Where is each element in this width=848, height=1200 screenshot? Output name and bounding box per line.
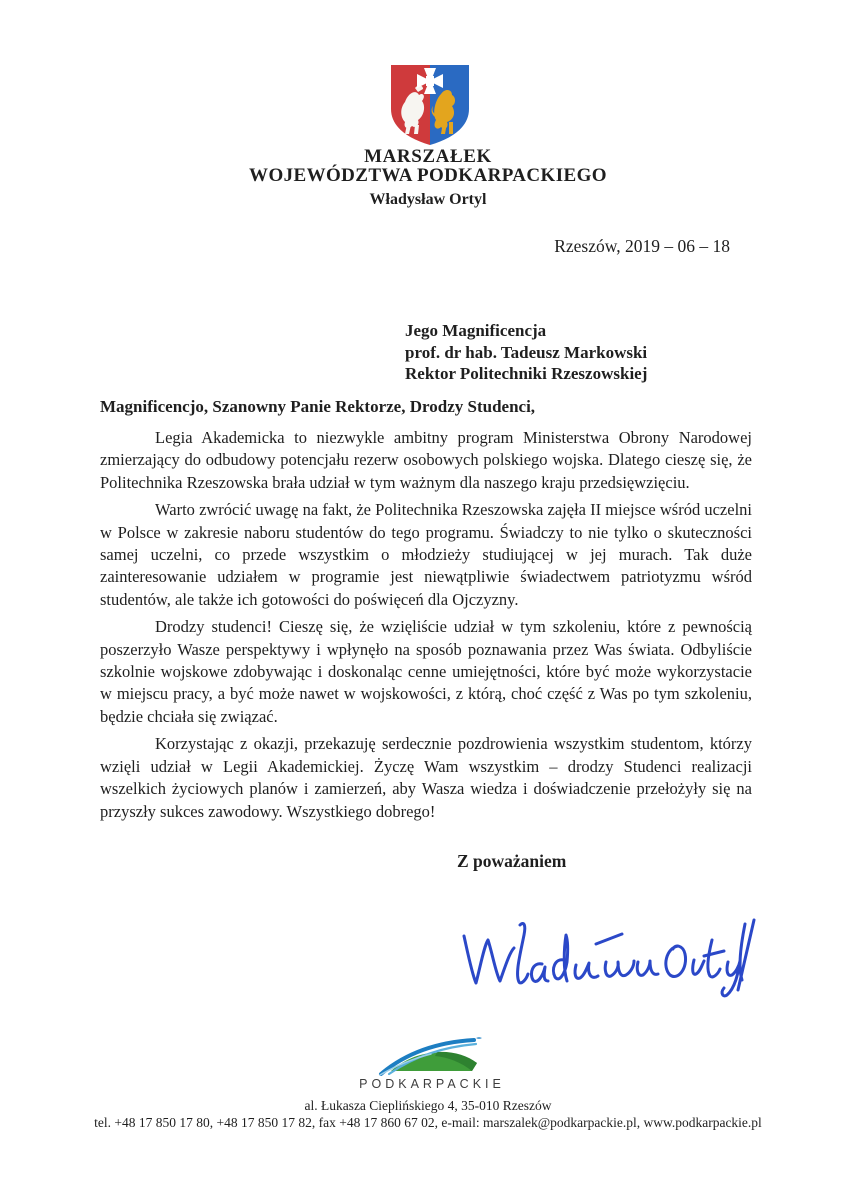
closing-formula: Z poważaniem bbox=[457, 851, 567, 871]
paragraph-4: Korzystając z okazji, przekazuję serdecznie pozdrowienia wszystkim studentom, którzy wzięli udział w Legii Akademickiej. Życzę Wam wszystkim – drodzy Studenci realizacji wszelkich życiowych planów i zamierzeń, aby Wasza wiedza i doświadczenie przełożyły się na przyszły sukces zawodowy. Wszystkiego dobrego! bbox=[100, 734, 752, 821]
paragraph-2: Warto zwrócić uwagę na fakt, że Politechnika Rzeszowska zajęła II miejsce wśród uczelni w Polsce w zakresie naboru studentów do tego programu. Świadczy to nie tylko o skuteczności samej uczelni, co przede wszystkim o młodzieży studiującej w jej murach. Tak duże zainteresowanie udziałem w programie jest niewątpliwie świadectwem patriotyzmu wśród studentów, ale także ich gotowości do poświęceń dla Ojczyzny. bbox=[100, 500, 752, 609]
podkarpackie-coat-of-arms-icon bbox=[385, 62, 475, 148]
footer-contact: tel. +48 17 850 17 80, +48 17 850 17 82, fax +48 17 860 67 02, e-mail: marszalek@podkarpackie.pl, www.podkarpackie.pl bbox=[94, 1115, 762, 1130]
signature-handwriting-icon bbox=[452, 912, 757, 1012]
recipient-block bbox=[405, 320, 647, 385]
footer-address: al. Łukasza Cieplińskiego 4, 35-010 Rzeszów bbox=[304, 1098, 552, 1113]
sender-office-line2: WOJEWÓDZTWA PODKARPACKIEGO bbox=[249, 165, 607, 186]
paragraph-1: Legia Akademicka to niezwykle ambitny program Ministerstwa Obrony Narodowej zmierzający do odbudowy potencjału rezerw osobowych polskiego wojska. Dlatego cieszę się, że Politechnika Rzeszowska brała udział w tym ważnym dla naszego kraju przedsięwzięciu. bbox=[100, 428, 752, 492]
dateline: Rzeszów, 2019 – 06 – 18 bbox=[554, 236, 730, 256]
recipient-title: Rektor Politechniki Rzeszowskiej bbox=[405, 364, 648, 383]
paragraph-3: Drodzy studenci! Cieszę się, że wzięliście udział w tym szkoleniu, które z pewnością poszerzyło Wasze perspektywy i wpłynęło na sposób poznawania przez Was świata. Odbyliście szkolnie wojskowe zdobywając i doskonaląc cenne umiejętności, które być może wykorzystacie w miejscu pracy, a być może nawet w wojskowości, z którą, choć część z Was po tym szkoleniu, będzie chciała się związać. bbox=[100, 617, 752, 726]
sender-name: Władysław Ortyl bbox=[369, 191, 487, 208]
logo-wordmark: PODKARPACKIE bbox=[359, 1077, 505, 1091]
podkarpackie-logo bbox=[352, 1034, 512, 1091]
recipient-honorific: Jego Magnificencja bbox=[405, 321, 547, 340]
recipient-name: prof. dr hab. Tadeusz Markowski bbox=[405, 342, 648, 362]
salutation: Magnificencjo, Szanowny Panie Rektorze, Drodzy Studenci, bbox=[100, 397, 536, 416]
sender-office-line1: MARSZAŁEK bbox=[364, 146, 492, 167]
podkarpackie-logo-icon bbox=[376, 1034, 488, 1076]
letter-body bbox=[100, 427, 752, 828]
